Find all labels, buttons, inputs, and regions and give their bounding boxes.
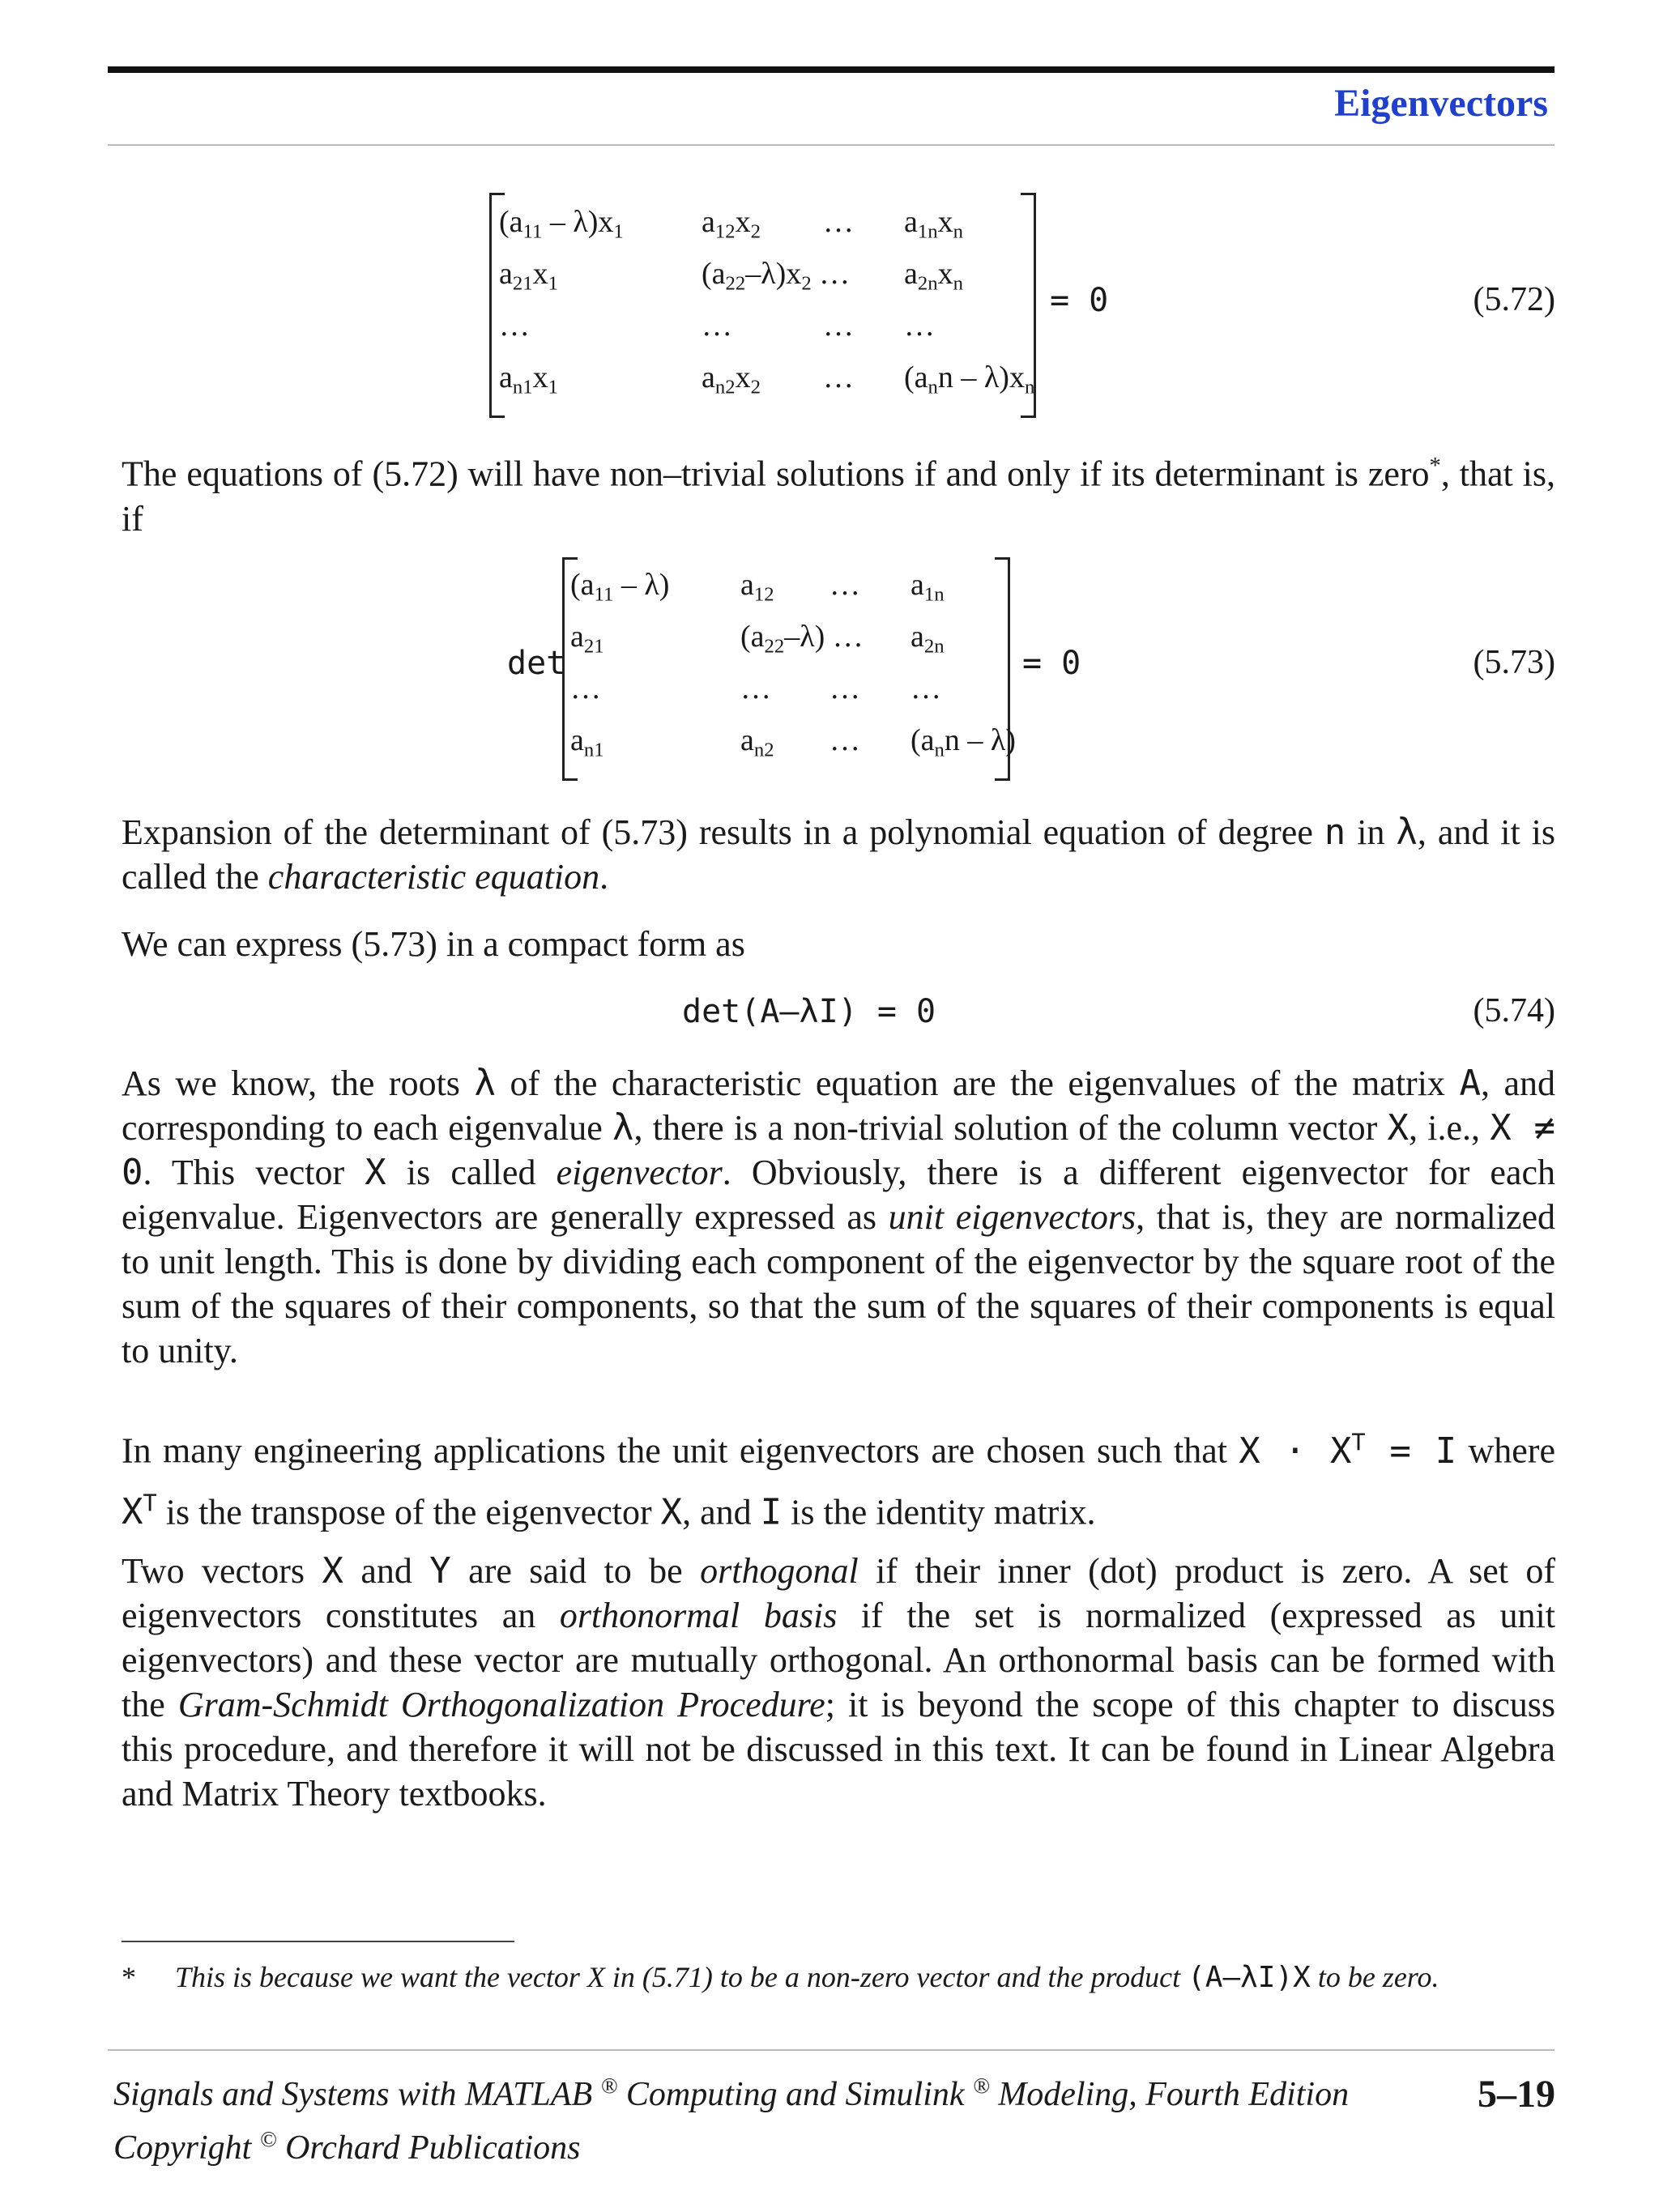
- det-label: det: [507, 645, 566, 682]
- matrix-cell: $a_{1n}x_n$: [904, 205, 963, 243]
- equation-number: (5.73): [1473, 644, 1555, 681]
- equation-rhs: = 0: [1050, 282, 1109, 319]
- equation-expression: det(A–λI) = 0: [682, 993, 936, 1030]
- footnote-marker: *: [122, 1961, 136, 1993]
- paragraph-1: The equations of (5.72) will have non–trivial solutions if and only if its determinant is zero*, that is, if: [122, 454, 1556, 539]
- matrix-cell: …: [823, 309, 854, 343]
- matrix-cell: $a_{2n}x_n$: [904, 257, 963, 295]
- matrix-cell: …: [904, 309, 935, 343]
- matrix-cell: …: [570, 671, 601, 705]
- matrix-cell: $a_{12}$: [740, 568, 774, 606]
- paragraph-3: We can express (5.73) in a compact form as: [122, 924, 745, 964]
- matrix-cell: …: [740, 671, 771, 705]
- matrix-cell: $a_{1n}$: [911, 568, 945, 606]
- matrix-cell: $a_{2n}$: [911, 620, 945, 658]
- footnote-text: This is because we want the vector X in (5.71) to be a non-zero vector and the product (A–λI)X to be zero.: [175, 1961, 1439, 1994]
- matrix-cell: $(a_nn - \lambda)$: [911, 723, 1016, 761]
- paragraph-5: In many engineering applications the unit eigenvectors are chosen such that $X \cdot X^T = I$ where $X^T$ is the transpose of the eigenvector X, and I is the identity matrix.: [122, 1428, 1555, 1533]
- footer-book-title: Signals and Systems with MATLAB ® Computing and Simulink ® Modeling, Fourth Edition: [113, 2073, 1350, 2113]
- matrix-cell: $(a_{22}-\lambda)$ …: [740, 620, 864, 658]
- matrix-cell: …: [823, 360, 854, 394]
- paragraph-2: Expansion of the determinant of (5.73) results in a polynomial equation of degree n in λ, and it is called the characteristic equation.: [122, 812, 1556, 897]
- equation-number: (5.72): [1473, 281, 1555, 318]
- matrix-cell: $(a_{11} - \lambda)$: [570, 568, 670, 606]
- equation-rhs: = 0: [1022, 645, 1081, 682]
- matrix-cell: …: [830, 671, 860, 705]
- matrix-cell: $(a_{22}-\lambda)x_2$ …: [702, 257, 851, 295]
- matrix-cell: …: [702, 309, 732, 343]
- matrix-cell: $a_{n1}$: [570, 723, 604, 761]
- paragraph-6: Two vectors X and Y are said to be orthogonal if their inner (dot) product is zero. A set of eigenvectors constitutes an orthonormal basis if the set is normalized (expressed as unit eigenvectors) and these vector are mutually orthogonal. An orthonormal basis can be formed with the Gram-Schmidt Orthogonalization Procedure; it is beyond the scope of this chapter to discuss this procedure, and therefore it will not be discussed in this text. It can be found in Linear Algebra and Matrix Theory textbooks.: [122, 1550, 1556, 1813]
- matrix-cell: $(a_nn - \lambda)x_n$: [904, 360, 1035, 399]
- matrix-cell: $a_{21}$: [570, 620, 604, 658]
- matrix-cell: …: [830, 723, 860, 757]
- footnote-rule: [122, 1941, 514, 1942]
- matrix-cell: $(a_{11} - \lambda)x_1$: [499, 205, 624, 243]
- matrix-cell: …: [823, 205, 854, 239]
- matrix-cell: $a_{n2}$: [740, 723, 774, 761]
- matrix-cell: $a_{n2}x_2$: [702, 360, 761, 399]
- matrix-cell: $a_{n1}x_1$: [499, 360, 558, 399]
- paragraph-4: As we know, the roots λ of the characteristic equation are the eigenvalues of the matrix A, and corresponding to each eigenvalue λ, there is a non-trivial solution of the column vector X, i.e., X ≠ 0. This vector X is called eigenvector. Obviously, there is a different eigenvector for each eigenvalue. Eigenvectors are generally expressed as unit eigenvectors, that is, they are normalized to unit length. This is done by dividing each component of the eigenvector by the square root of the sum of the squares of their components, so that the sum of the squares of their components is equal to unity.: [122, 1063, 1555, 1370]
- matrix-cell: …: [830, 568, 860, 602]
- footer-rule: [108, 2049, 1555, 2051]
- matrix-cell: …: [499, 309, 530, 343]
- matrix-cell: $a_{21}x_1$: [499, 257, 558, 295]
- footer-copyright: Copyright © Orchard Publications: [113, 2127, 581, 2167]
- section-title: Eigenvectors: [1334, 82, 1548, 125]
- page-number: 5–19: [1478, 2073, 1555, 2116]
- header-thin-rule: [108, 144, 1555, 146]
- footnote: [122, 1960, 1439, 1994]
- matrix-cell: …: [911, 671, 941, 705]
- equation-number: (5.74): [1473, 992, 1555, 1029]
- header-rule: [108, 66, 1555, 73]
- matrix-cell: $a_{12}x_2$: [702, 205, 761, 243]
